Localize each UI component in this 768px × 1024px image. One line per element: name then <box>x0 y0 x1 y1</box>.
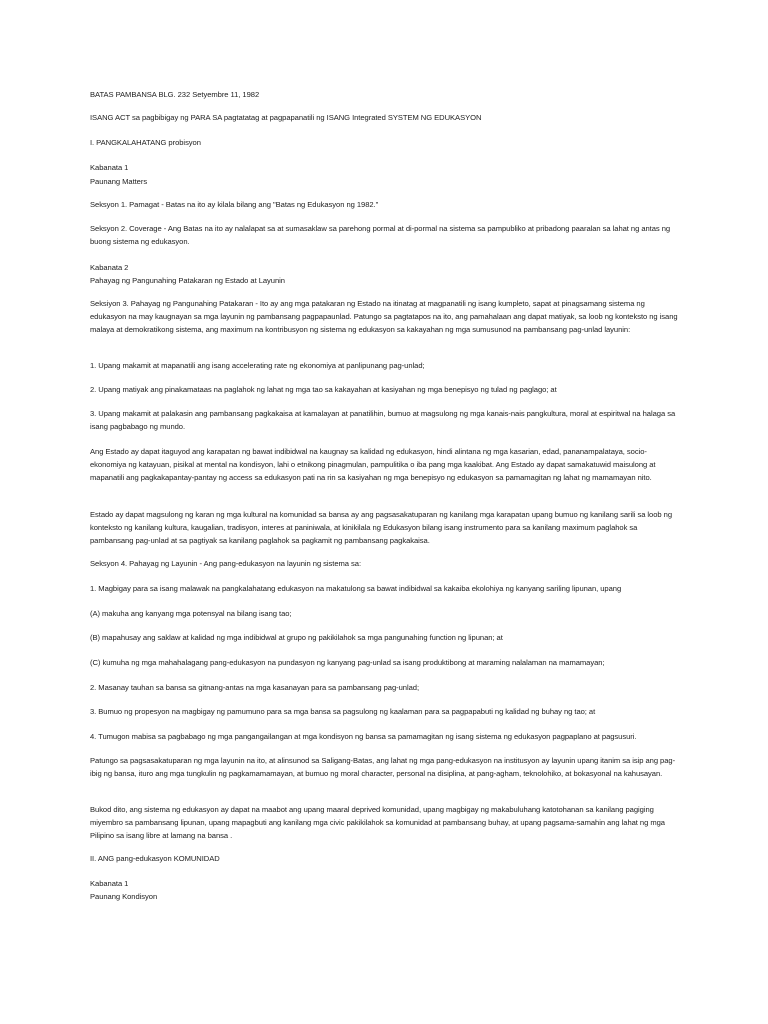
chapter-title: Pahayag ng Pangunahing Patakaran ng Estado at Layunin <box>90 276 285 285</box>
list-item: (A) makuha ang kanyang mga potensyal na bilang isang tao; <box>90 609 292 618</box>
list-item: 4. Tumugon mabisa sa pagbabago ng mga pangangailangan at mga kondisyon ng bansa sa pamamagitan ng isang sistema ng edukasyon pagpaplano at pagsusuri. <box>90 732 637 741</box>
part-heading: I. PANGKALAHATANG probisyon <box>90 138 201 147</box>
paragraph-estado-2: Estado ay dapat magsulong ng karan ng mga kultural na komunidad sa bansa ay ang pagsasakatuparan ng kanilang mga karapatan upang bumuo ng kanilang sarili sa loob ng konteksto ng kanilang kultura, kaugalian, tradisyon, interes at paniniwala, at kinikilala ng Edukasyon bilang isang instrumento para sa kanilang maximum paglahok sa pambansang pag-unlad at sa pagtiyak sa kanilang paglahok sa pagkamit ng pambansang pagkakaisa. <box>90 510 672 545</box>
list-item: 3. Upang makamit at palakasin ang pambansang pagkakaisa at kamalayan at panatilihin, bumuo at magsulong ng mga kanais-nais pangkultura, moral at espiritwal na halaga sa isang pagbabago ng mundo. <box>90 409 676 431</box>
list-item: 1. Magbigay para sa isang malawak na pangkalahatang edukasyon na makatulong sa bawat indibidwal sa kakaiba ekolohiya ng kanyang sariling lipunan, upang <box>90 584 622 593</box>
law-title-line: BATAS PAMBANSA BLG. 232 Setyembre 11, 1982 <box>90 90 260 99</box>
list-item: 2. Upang matiyak ang pinakamataas na paglahok ng lahat ng mga tao sa kakayahan at kasiyahan ng mga benepisyo ng tulad ng paglago; at <box>90 385 557 394</box>
act-subtitle: ISANG ACT sa pagbibigay ng PARA SA pagtatatag at pagpapanatili ng ISANG Integrated SYSTEM NG EDUKASYON <box>90 113 482 122</box>
paragraph-patungo: Patungo sa pagsasakatuparan ng mga layunin na ito, at alinsunod sa Saligang-Batas, ang lahat ng mga pang-edukasyon na institusyon ay layunin upang itanim sa isip ang pag-ibig ng bansa, ituro ang mga tungkulin ng pagkamamamayan, at bumuo ng moral character, personal na disiplina, at pang-agham, teknolohiko, at bokasyonal na kahusayan. <box>90 756 676 778</box>
chapter-title: Paunang Kondisyon <box>90 892 158 901</box>
list-item: (C) kumuha ng mga mahahalagang pang-edukasyon na pundasyon ng kanyang pag-unlad sa isang produktibong at maraming nalalaman na mamamayan; <box>90 658 605 667</box>
list-item: 1. Upang makamit at mapanatili ang isang accelerating rate ng ekonomiya at panlipunang pag-unlad; <box>90 361 425 370</box>
chapter-label: Kabanata 1 <box>90 879 129 888</box>
paragraph-estado-1: Ang Estado ay dapat itaguyod ang karapatan ng bawat indibidwal na kaugnay sa kalidad ng edukasyon, hindi alintana ng mga kasarian, edad, pananampalataya, socio-ekonomiya ng katayuan, pisikal at mental na kondisyon, lahi o etnikong pinagmulan, pampulitika o iba pang mga kaakibat. Ang Estado ay dapat samakatuwid maisulong at mapanatili ang pagkakapantay-pantay ng access sa edukasyon pati na rin sa kasiyahan ng mga benepisyo ng edukasyon sa pamamagitan ng lahat ng mamamayan nito. <box>90 447 656 482</box>
list-item: 3. Bumuo ng propesyon na magbigay ng pamumuno para sa mga bansa sa pagsulong ng kaalaman para sa pagpapabuti ng kalidad ng buhay ng tao; at <box>90 707 596 716</box>
chapter-label: Kabanata 1 <box>90 163 129 172</box>
section-4: Seksyon 4. Pahayag ng Layunin - Ang pang-edukasyon na layunin ng sistema sa: <box>90 559 362 568</box>
list-item: 2. Masanay tauhan sa bansa sa gitnang-antas na mga kasanayan para sa pambansang pag-unlad; <box>90 683 420 692</box>
section-2: Seksyon 2. Coverage - Ang Batas na ito ay nalalapat sa at sumasaklaw sa parehong pormal at di-pormal na sistema sa pampubliko at pribadong paaralan sa lahat ng antas ng buong sistema ng edukasyon. <box>90 224 671 246</box>
chapter-label: Kabanata 2 <box>90 263 129 272</box>
list-item: (B) mapahusay ang saklaw at kalidad ng mga indibidwal at grupo ng pakikilahok sa mga pangunahing function ng lipunan; at <box>90 633 503 642</box>
section-3: Seksiyon 3. Pahayag ng Pangunahing Patakaran - Ito ay ang mga patakaran ng Estado na itinatag at magpanatili ng isang kumpleto, sapat at pinagsamang sistema ng edukasyon na may kaugnayan sa mga layunin ng pambansang pagpapaunlad. Patungo sa pagtatapos na ito, ang pamahalaan ang dapat matiyak, sa loob ng konteksto ng isang malaya at demokratikong sistema, ang maximum na kontribusyon ng sistema ng edukasyon sa kakayahan ng mga sumusunod na pambansang pag-unlad layunin: <box>90 299 678 334</box>
chapter-title: Paunang Matters <box>90 177 148 186</box>
part-heading: II. ANG pang-edukasyon KOMUNIDAD <box>90 854 220 863</box>
section-1: Seksyon 1. Pamagat - Batas na ito ay kilala bilang ang "Batas ng Edukasyon ng 1982." <box>90 200 379 209</box>
paragraph-bukod: Bukod dito, ang sistema ng edukasyon ay dapat na maabot ang upang maaral deprived komunidad, upang magbigay ng makabuluhang katotohanan sa kanilang pagiging miyembro sa pambansang lipunan, upang mapagbuti ang kanilang mga civic pakikilahok sa komunidad at pambansang buhay, at upang pagsama-samahin ang lahat ng mga Pilipino sa isang libre at lamang na bansa . <box>90 805 665 840</box>
